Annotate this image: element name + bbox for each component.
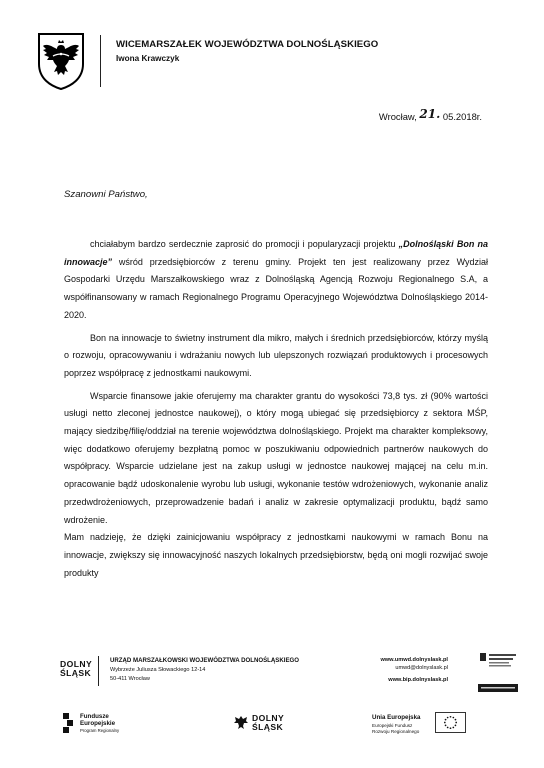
brand-line-1: DOLNY (60, 659, 93, 669)
header-divider (100, 35, 101, 87)
eu-flag-icon (435, 712, 466, 733)
european-funds-name (80, 713, 115, 727)
paragraph-1 (64, 236, 488, 325)
letter-date (379, 109, 482, 123)
brand-line-2: ŚLĄSK (252, 722, 284, 732)
dolny-slask-logo (60, 660, 92, 678)
paragraph-3: Wsparcie finansowe jakie oferujemy ma charakter grantu do wysokości 73,8 tys. zł (90% wartości usługi netto zleconej jednostce naukowej), o który mogą ubiegać się przedsiębiorcy z sektora MŚP, mający siedzibę/filię/oddział na terenie województwa dolnośląskiego. Projekt ma charakter kompleksowy, więc dodatkowo oferujemy bezpłatną pomoc w poszukiwaniu odpowiednich partnerów naukowych do współpracy. Wsparcie udzielane jest na zakup usługi w jednostce naukowej mającej na celu m.in. opracowanie bądź udoskonalenie wyrobu lub usługi, wykonanie testów wdrożeniowych, wykonanie analiz przedwdrożeniowych, przeprowadzenie badań i analiz w zakresie optymalizacji produktu, bądź samo wdrożenie. (64, 390, 488, 525)
bip-link: www.bip.dolnyslask.pl (388, 677, 448, 683)
silesian-eagle-crest-icon (37, 32, 85, 90)
sender-title: WICEMARSZAŁEK WOJEWÓDZTWA DOLNOŚLĄSKIEGO (116, 39, 379, 50)
office-city: 50-411 Wrocław (110, 676, 150, 682)
salutation: Szanowni Państwo, (64, 189, 148, 200)
paragraph-1-rest: wśród przedsiębiorców z terenu gminy. Projekt ten jest realizowany przez Wydział Gospodarki Urzędu Marszałkowskiego wraz z Dolnośląską Agencją Rozwoju Regionalnego S.A, a współfinansowany w ramach Regionalnego Programu Operacyjnego Województwa Dolnośląskiego 2014-2020. (64, 256, 488, 320)
certification-badge-icon (478, 652, 518, 694)
email-address: umwd@dolnyslask.pl (395, 665, 448, 671)
paragraph-2: Bon na innowacje to świetny instrument dla mikro, małych i średnich przedsiębiorców, którzy myślą o rozwoju, opracowywaniu i wdrażaniu nowych lub ulepszonych rozwiązań produktowych i procesowych poprzez współpracę z jednostkami naukowymi. (64, 332, 488, 378)
eu-title: Unia Europejska (372, 714, 421, 721)
funds-program-label: Program Regionalny (80, 728, 120, 733)
eu-fund-line-1: Europejski Fundusz (372, 723, 413, 728)
dolny-slask-eagle-icon (233, 714, 249, 731)
project-name: „Dolnośląski Bon na innowacje” (64, 239, 488, 267)
footer-divider (98, 656, 99, 686)
funds-line-1: Fundusze (80, 713, 109, 720)
office-street: Wybrzeże Juliusza Słowackiego 12-14 (110, 667, 206, 673)
date-month-year: 05.2018r. (442, 111, 482, 122)
website-link: www.umwd.dolnyslask.pl (380, 657, 448, 663)
paragraph-1-intro: chciałabym bardzo serdecznie zaprosić do promocji i popularyzacji projektu (90, 239, 399, 249)
date-day-handwritten: 21. (419, 107, 441, 121)
date-city: Wrocław, (378, 111, 417, 122)
letter-body (64, 236, 488, 582)
office-name: URZĄD MARSZAŁKOWSKI WOJEWÓDZTWA DOLNOŚLĄSKIEGO (110, 657, 300, 664)
dolny-slask-logo-secondary (252, 714, 284, 732)
sender-name: Iwona Krawczyk (116, 54, 180, 63)
funds-line-2: Europejskie (80, 720, 116, 728)
brand-line-2: ŚLĄSK (60, 668, 92, 678)
brand-line-1: DOLNY (252, 713, 285, 723)
paragraph-4: Mam nadzieję, że dzięki zainicjowaniu współpracy z jednostkami naukowymi w ramach Bonu na innowacje, zwiększy się innowacyjność naszych lokalnych przedsiębiorstw, będą oni mogli rozwijać swoje produkty (64, 532, 488, 578)
eu-fund-line-2: Rozwoju Regionalnego (372, 729, 420, 734)
european-funds-logo-icon (62, 712, 76, 734)
